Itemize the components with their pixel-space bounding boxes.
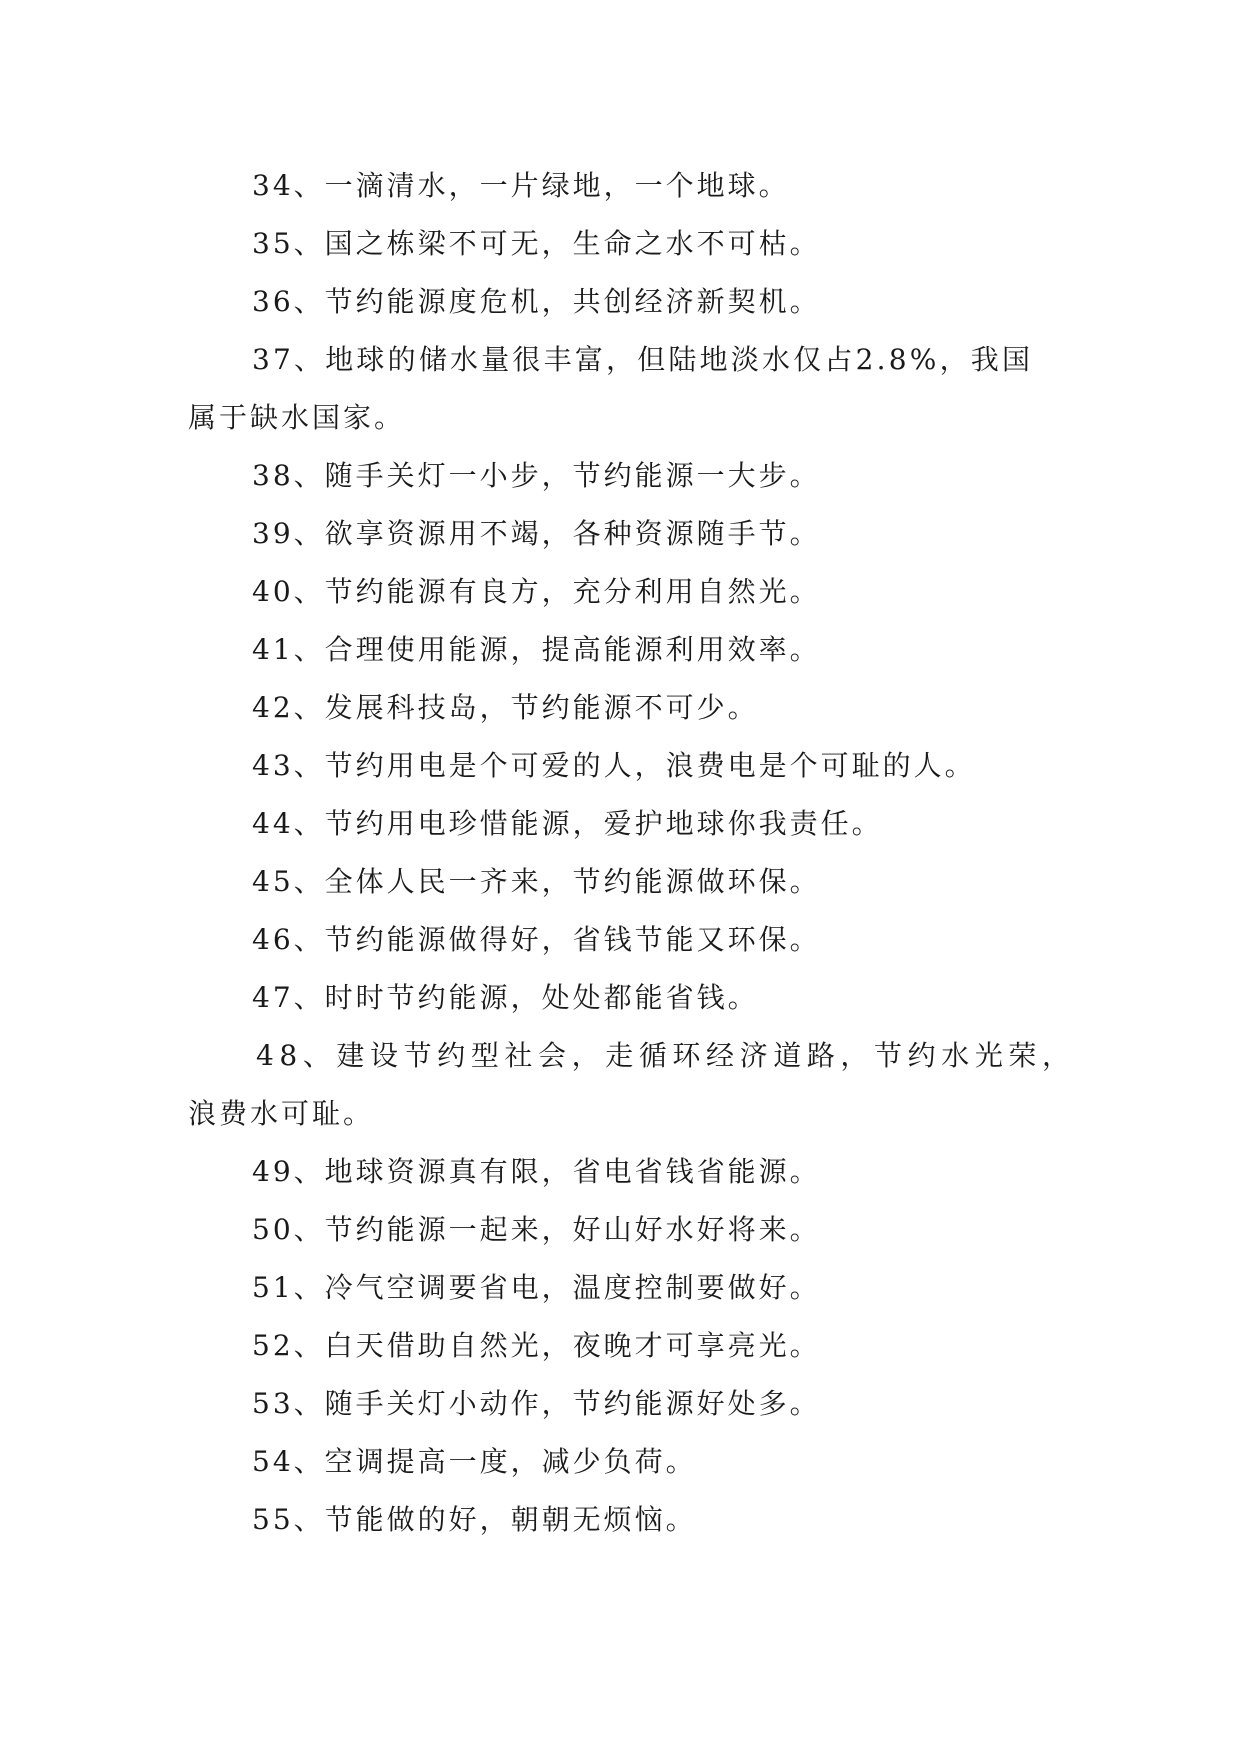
list-item: 41、合理使用能源，提高能源利用效率。	[252, 633, 821, 666]
list-item: 43、节约用电是个可爱的人，浪费电是个可耻的人。	[252, 749, 976, 782]
list-item: 35、国之栋梁不可无，生命之水不可枯。	[252, 227, 821, 260]
list-item-continuation: 属于缺水国家。	[188, 401, 406, 434]
list-item: 54、空调提高一度，减少负荷。	[252, 1445, 697, 1478]
list-item: 52、白天借助自然光，夜晚才可享亮光。	[252, 1329, 821, 1362]
list-item: 47、时时节约能源，处处都能省钱。	[252, 981, 759, 1014]
list-item: 45、全体人民一齐来，节约能源做环保。	[252, 865, 821, 898]
list-item: 39、欲享资源用不竭，各种资源随手节。	[252, 517, 821, 550]
list-item: 38、随手关灯一小步，节约能源一大步。	[252, 459, 821, 492]
list-item: 34、一滴清水，一片绿地，一个地球。	[252, 169, 790, 202]
list-item-continuation: 浪费水可耻。	[188, 1097, 375, 1130]
list-item-first-line: 37、地球的储水量很丰富，但陆地淡水仅占2.8%，我国	[252, 343, 1034, 376]
slogan-list	[188, 157, 1076, 1549]
list-item: 36、节约能源度危机，共创经济新契机。	[252, 285, 821, 318]
list-item: 50、节约能源一起来，好山好水好将来。	[252, 1213, 821, 1246]
list-item: 44、节约用电珍惜能源，爱护地球你我责任。	[252, 807, 883, 840]
list-item: 55、节能做的好，朝朝无烦恼。	[252, 1503, 697, 1536]
list-item-first-line: 48、建设节约型社会，走循环经济道路，节约水光荣，	[256, 1039, 1076, 1072]
list-item: 53、随手关灯小动作，节约能源好处多。	[252, 1387, 821, 1420]
list-item: 49、地球资源真有限，省电省钱省能源。	[252, 1155, 821, 1188]
list-item: 40、节约能源有良方，充分利用自然光。	[252, 575, 821, 608]
list-item: 46、节约能源做得好，省钱节能又环保。	[252, 923, 821, 956]
list-item: 42、发展科技岛，节约能源不可少。	[252, 691, 759, 724]
list-item: 51、冷气空调要省电，温度控制要做好。	[252, 1271, 821, 1304]
